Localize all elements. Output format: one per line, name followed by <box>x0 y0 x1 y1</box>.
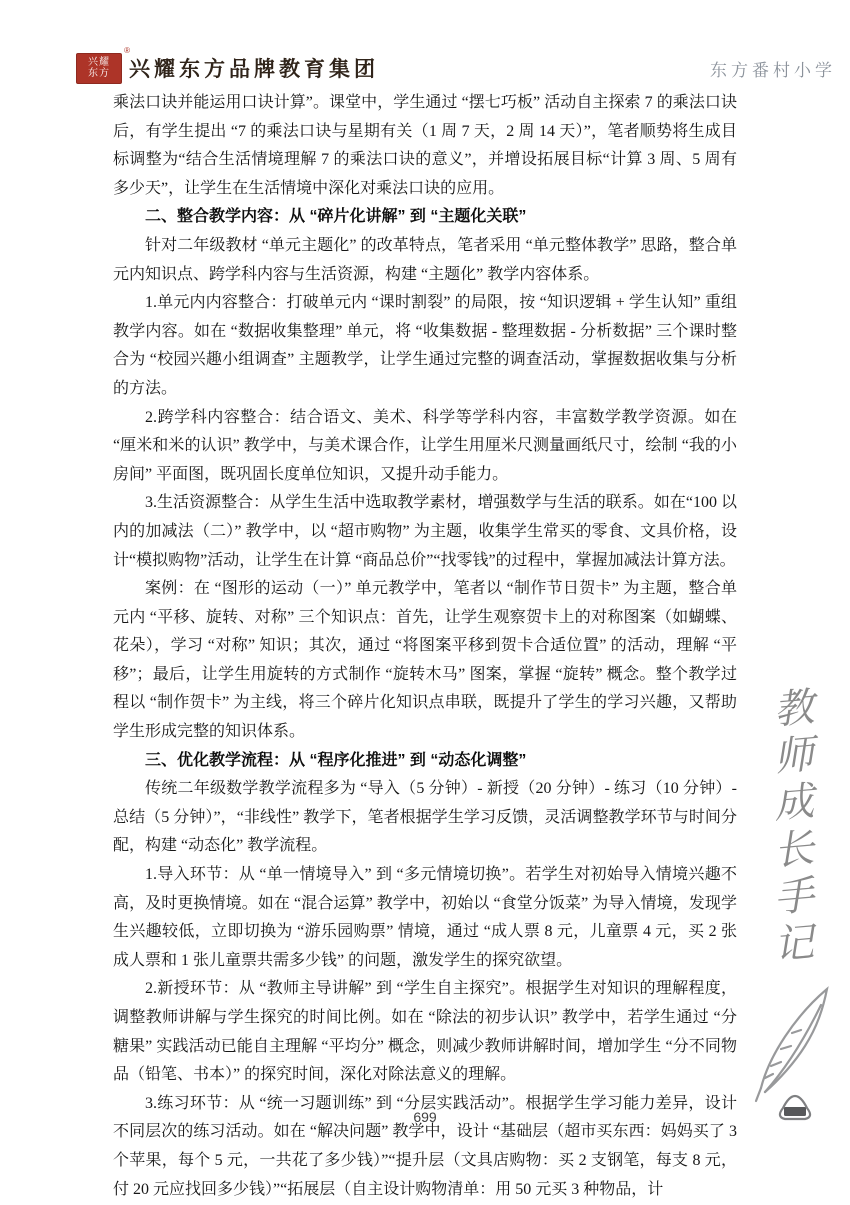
quill-and-ink-icon <box>751 984 837 1129</box>
vertical-title <box>774 686 814 968</box>
paragraph: 针对二年级教材 “单元主题化” 的改革特点，笔者采用 “单元整体教学” 思路，整合单元内知识点、跨学科内容与生活资源，构建 “主题化” 教学内容体系。 <box>113 236 737 283</box>
section-heading: 二、整合教学内容：从 “碎片化讲解” 到 “主题化关联” <box>145 208 527 226</box>
calligraphy-char: 记 <box>772 919 816 969</box>
paragraph: 2.跨学科内容整合：结合语文、美术、科学等学科内容，丰富数学教学资源。如在 “厘米和米的认识” 教学中，与美术课合作，让学生用厘米尺测量画纸尺寸，绘制 “我的小房间” 平面图，既巩固长度单位知识，又提升动手能力。 <box>113 408 737 483</box>
page-number: 699 <box>413 1109 437 1125</box>
seal-text-line1: 兴耀 <box>88 56 110 68</box>
seal-text-line2: 东方 <box>88 68 110 79</box>
brand-seal-logo <box>76 45 130 84</box>
school-name: 东方番村小学 <box>710 60 836 81</box>
calligraphy-char: 手 <box>772 872 816 922</box>
header-brand <box>76 45 379 84</box>
calligraphy-char: 师 <box>772 731 816 781</box>
paragraph: 2.新授环节：从 “教师主导讲解” 到 “学生自主探究”。根据学生对知识的理解程度，调整教师讲解与学生探究的时间比例。如在 “除法的初步认识” 教学中，若学生通过 “分糖果” 实践活动已能自主理解 “平均分” 概念，则减少教师讲解时间，增加学生 “分不同物品（铅笔、书本）” 的探究时间，深化对除法意义的理解。 <box>113 980 737 1084</box>
paragraph: 乘法口诀并能运用口诀计算”。课堂中，学生通过 “摆七巧板” 活动自主探索 7 的乘法口诀后，有学生提出 “7 的乘法口诀与星期有关（1 周 7 天，2 周 14 天）”，笔者顺势将生成目标调整为“结合生活情境理解 7 的乘法口诀的意义”，并增设拓展目标“计算 3 周、5 周有多少天”，让学生在生活情境中深化对乘法口诀的应用。 <box>113 94 737 197</box>
page-header <box>76 44 836 92</box>
document-body <box>113 89 737 1204</box>
calligraphy-char: 长 <box>772 825 816 875</box>
paragraph: 1.单元内内容整合：打破单元内 “课时割裂” 的局限，按 “知识逻辑 + 学生认知” 重组教学内容。如在 “数据收集整理” 单元，将 “收集数据 - 整理数据 - 分析数据” 三个课时整合为 “校园兴趣小组调查” 主题教学，让学生通过完整的调查活动，掌握数据收集与分析的方法。 <box>113 294 737 397</box>
paragraph: 案例：在 “图形的运动（一）” 单元教学中，笔者以 “制作节日贺卡” 为主题，整合单元内 “平移、旋转、对称” 三个知识点：首先，让学生观察贺卡上的对称图案（如蝴蝶、花朵），学习 “对称” 知识；其次，通过 “将图案平移到贺卡合适位置” 的活动，理解 “平移”；最后，让学生用旋转的方式制作 “旋转木马” 图案，掌握 “旋转” 概念。整个教学过程以 “制作贺卡” 为主线，将三个碎片化知识点串联，既提升了学生的学习兴趣，又帮助学生形成完整的知识体系。 <box>113 580 737 741</box>
paragraph: 1.导入环节：从 “单一情境导入” 到 “多元情境切换”。若学生对初始导入情境兴趣不高，及时更换情境。如在 “混合运算” 教学中，初始以 “食堂分饭菜” 为导入情境，发现学生兴趣较低，立即切换为 “游乐园购票” 情境，通过 “成人票 8 元，儿童票 4 元，买 2 张成人票和 1 张儿童票共需多少钱” 的问题，激发学生的探究欲望。 <box>113 866 737 969</box>
calligraphy-char: 教 <box>772 684 816 734</box>
calligraphy-char: 成 <box>772 778 816 828</box>
margin-calligraphy <box>746 686 842 1129</box>
paragraph: 3.练习环节：从 “统一习题训练” 到 “分层实践活动”。根据学生学习能力差异，设计不同层次的练习活动。如在 “解决问题” 教学中，设计 “基础层（超市买东西：妈妈买了 3 个苹果，每个 5 元，一共花了多少钱）”“提升层（文具店购物：买 2 支钢笔，每支 8 元，付 20 元应找回多少钱）”“拓展层（自主设计购物清单：用 50 元买 3 种物品，计 <box>113 1094 737 1198</box>
registered-trademark-icon: ® <box>124 45 130 55</box>
paragraph: 3.生活资源整合：从学生生活中选取教学素材，增强数学与生活的联系。如在“100 以内的加减法（二）” 教学中，以 “超市购物” 为主题，收集学生常买的零食、文具价格，设计“模拟购物”活动，让学生在计算 “商品总价”“找零钱”的过程中，掌握加减法计算方法。 <box>113 494 737 569</box>
paragraph: 传统二年级数学教学流程多为 “导入（5 分钟）- 新授（20 分钟）- 练习（10 分钟）- 总结（5 分钟）”，“非线性” 教学下，笔者根据学生学习反馈，灵活调整教学环节与时间分配，构建 “动态化” 教学流程。 <box>113 780 737 855</box>
section-heading: 三、优化教学流程：从 “程序化推进” 到 “动态化调整” <box>145 751 527 769</box>
organization-name: 兴耀东方品牌教育集团 <box>129 56 379 81</box>
